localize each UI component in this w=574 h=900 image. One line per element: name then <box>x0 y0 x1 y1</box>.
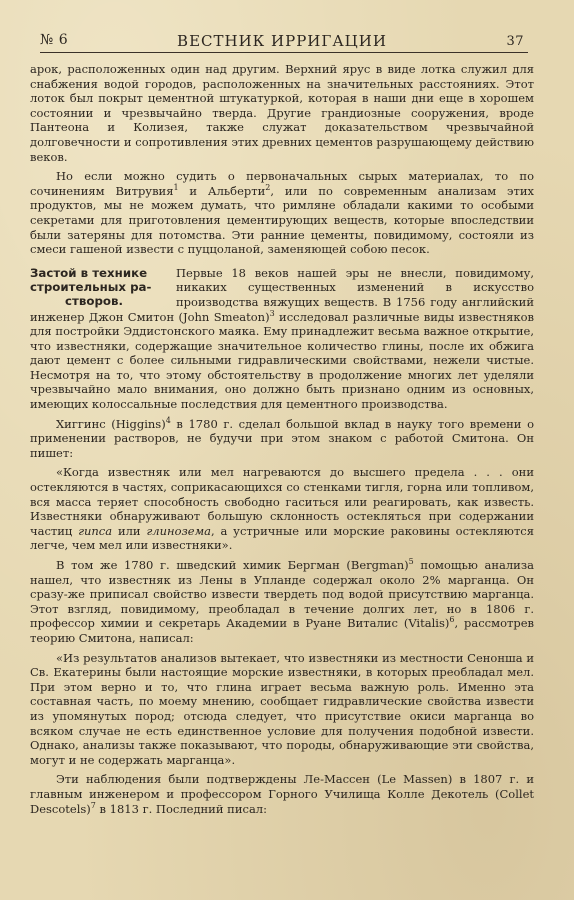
footnote-ref-2: 2 <box>265 182 271 192</box>
paragraph-bergman: В том же 1780 г. шведский химик Бергман (Bergman)$^5$ помощью анализа нашел, что известняк из Лены в Упланде содержал около 2% марганца. Он сразу-же приписал свойство извести твердеть под водой присутствию марганца. Этот взгляд, повидимому, преобладал в течение долгих лет, но в 1806 г. профессор химии и секретарь Академии в Руане Виталис (Vitalis)$^6$, рассмотрев теорию Смитона, написал: <box>30 557 534 645</box>
paragraph-arches: арок, расположенных один над другим. Верхний ярус в виде лотка служил для снабжения водой городов, расположенных на значительных расстояниях. Этот лоток был покрыт цементной штукатуркой, которая в наши дни еще в хорошем состоянии и чрезвычайно тверда. Другие грандиозные сооружения, вроде Пантеона и Колизея, также служат доказательством чрезвычайной долговечности и сопротивления этих древних цементов разрушающему действию веков. <box>30 62 534 164</box>
footnote-ref-1: 1 <box>173 182 179 192</box>
footnote-ref-7: 7 <box>90 800 96 810</box>
footnote-ref-4: 4 <box>165 415 171 425</box>
journal-title: ВЕСТНИК ИРРИГАЦИИ <box>177 32 387 50</box>
article-body <box>30 62 534 816</box>
header-rule <box>40 52 528 53</box>
footnote-ref-6: 6 <box>449 615 455 625</box>
quote-vitalis: «Из результатов анализов вытекает, что известняки из местности Сенонша и Св. Екатерины были настоящие морские известняки, в которых преобладал мел. При этом верно и то, что глина играет весьма важную роль. Именно эта составная часть, по моему мнению, сообщает гидравлические свойства извести из упомянутых пород; отсюда следует, что присутствие окиси марганца во всяком случае не есть единственное условие для получения подобной извести. Однако, анализы также показывают, что породы, обнаруживающие эти свойства, могут и не содержать марганца». <box>30 650 534 767</box>
paragraph-raw-materials: Но если можно судить о первоначальных сырых материалах, то по сочинениям Витрувия$^1$ и Альберти$^2$, или по современным анализам этих продуктов, мы не можем думать, что римляне обладали какими то особыми секретами для приготовления цементирующих веществ, которые впоследствии были затеряны для потомства. Эти ранние цементы, повидимому, состояли из смеси гашеной извести с пуццоланой, заменяющей собою песок. <box>30 169 534 257</box>
section-stagnation <box>30 266 534 412</box>
running-header <box>40 30 524 52</box>
quote-higgins: «Когда известняк или мел нагреваются до высшего предела . . . они остекляются в частях, соприкасающихся со стенками тигля, горна или топливом, вся масса теряет способность свободно гаситься или реагировать, как известь. Известняки обнаруживают большую склонность остекляться при содержании частиц гипса или глинозема, а устричные или морские раковины остекляются легче, чем мел или известняки». <box>30 465 535 553</box>
page-number: 37 <box>506 34 524 49</box>
paragraph-smeaton: Первые 18 веков нашей эры не внесли, повидимому, никаких существенных изменений в искусство производства вяжущих веществ. В 1756 году английский инженер Джон Смитон (John Smeaton)$^3$ исследовал различные виды известняков для постройки Эддистонского маяка. Ему принадлежит весьма важное открытие, что известняки, содержащие значительное количество глины, после их обжига дают цемент с более сильными гидравлическими свойствами, нежели чистые. Несмотря на то, что этому обстоятельству в продолжение многих лет уделяли чрезвычайно мало внимания, оно должно быть признано одним из основных, имеющих колоссальные последствия для цементного производства. <box>30 265 534 412</box>
side-heading: Застой в технике строительных ра- створов. <box>30 265 152 308</box>
footnote-ref-5: 5 <box>408 557 414 567</box>
issue-number: № 6 <box>40 32 69 48</box>
footnote-ref-3: 3 <box>269 308 275 318</box>
paragraph-le-massen: Эти наблюдения были подтверждены Ле-Массен (Le Massen) в 1807 г. и главным инженером и профессором Горного Училища Колле Декотель (Collet Descotels)$^7$ в 1813 г. Последний писал: <box>30 772 534 816</box>
paragraph-higgins: Хиггинс (Higgins)$^4$ в 1780 г. сделал большой вклад в науку того времени о применении растворов, не будучи при этом знаком с работой Смитона. Он пишет: <box>30 415 534 460</box>
